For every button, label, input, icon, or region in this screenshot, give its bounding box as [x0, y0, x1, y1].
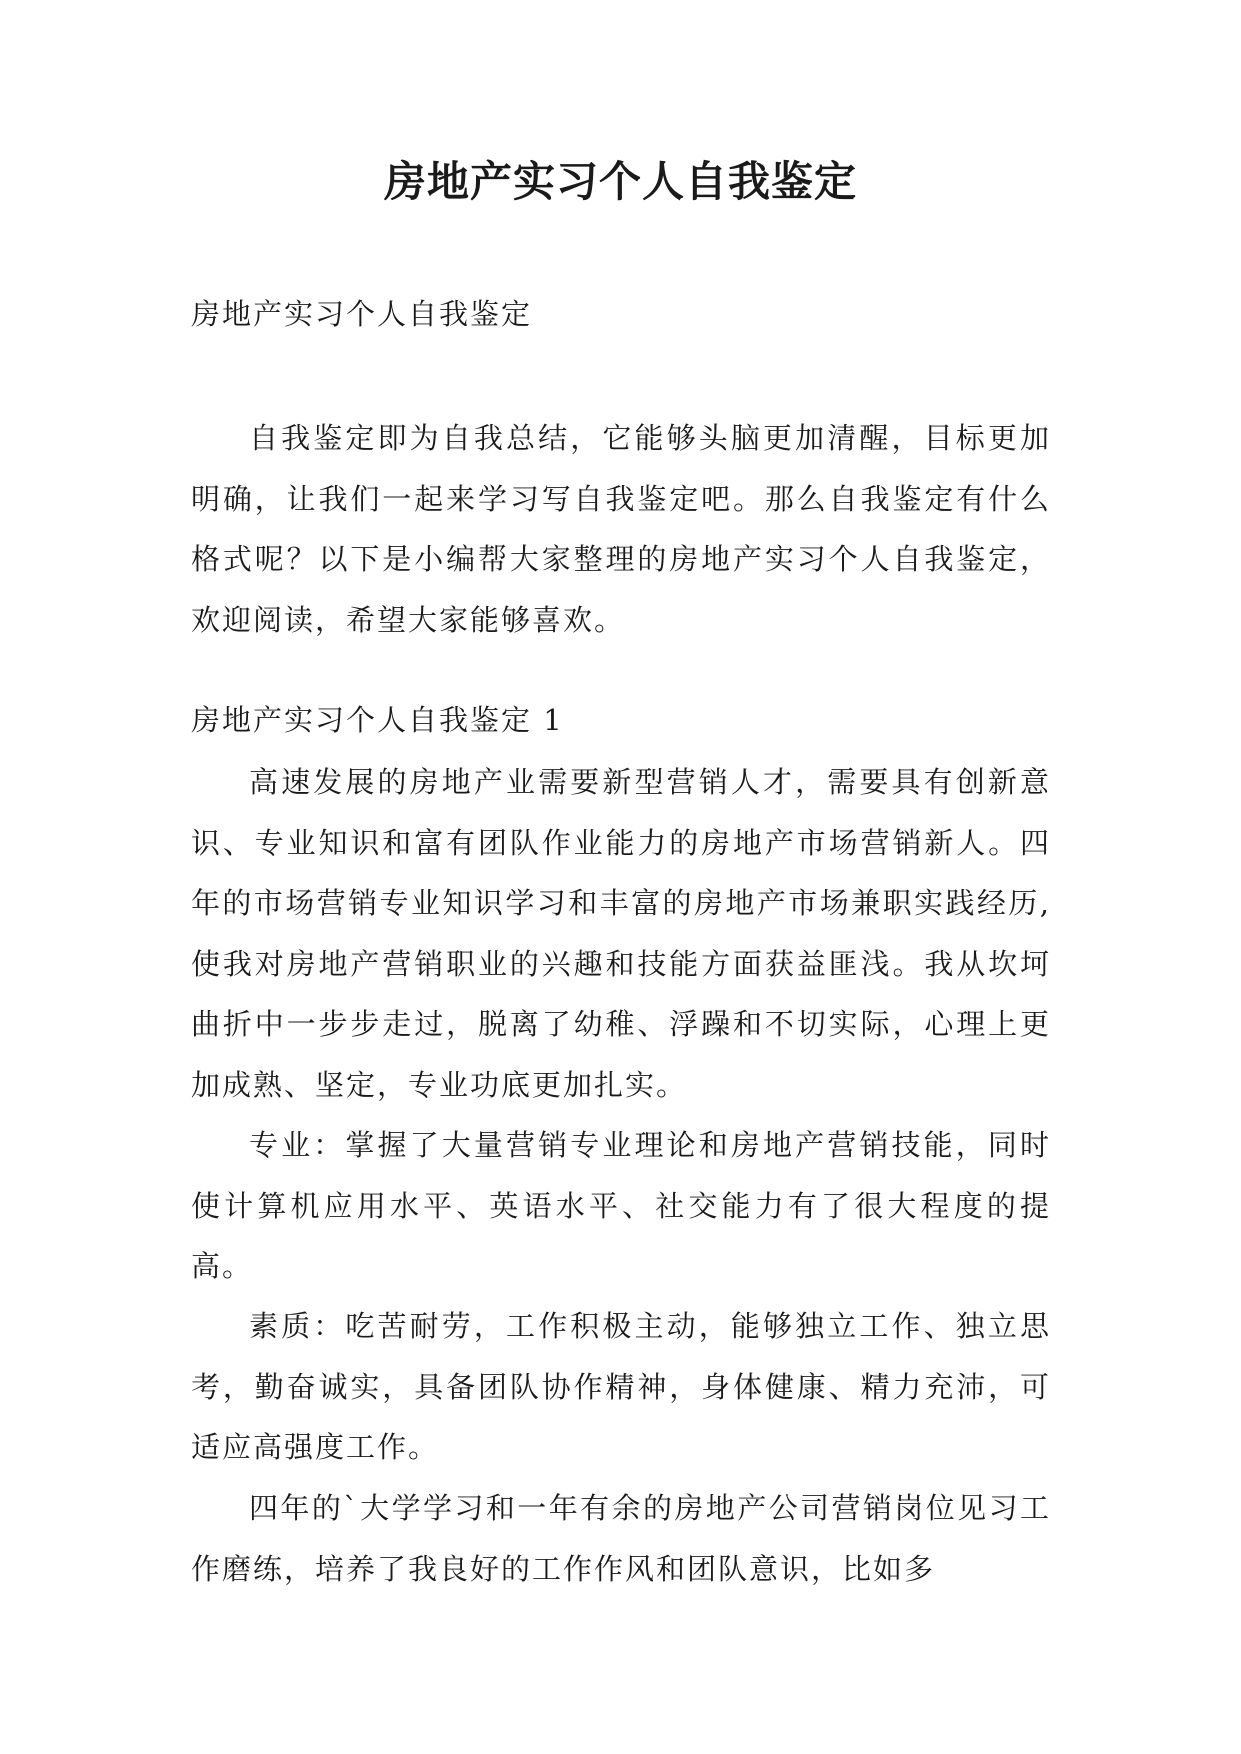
- section-heading: 房地产实习个人自我鉴定 1: [191, 703, 564, 737]
- document-title: 房地产实习个人自我鉴定: [383, 157, 857, 206]
- body-paragraph-2: 专业：掌握了大量营销专业理论和房地产营销技能，同时使计算机应用水平、英语水平、社交能力有了很大程度的提高。: [191, 1128, 1051, 1283]
- body-paragraph-3: 素质：吃苦耐劳，工作积极主动，能够独立工作、独立思考，勤奋诚实，具备团队协作精神，身体健康、精力充沛，可适应高强度工作。: [191, 1309, 1051, 1464]
- body-paragraph-4: 四年的`大学学习和一年有余的房地产公司营销岗位见习工作磨练，培养了我良好的工作作风和团队意识，比如多: [191, 1491, 1051, 1586]
- document-subtitle: 房地产实习个人自我鉴定: [191, 297, 533, 331]
- intro-paragraph: 自我鉴定即为自我总结，它能够头脑更加清醒，目标更加明确，让我们一起来学习写自我鉴定吧。那么自我鉴定有什么格式呢？以下是小编帮大家整理的房地产实习个人自我鉴定，欢迎阅读，希望大家能够喜欢。: [191, 421, 1051, 637]
- body-paragraph-1: 高速发展的房地产业需要新型营销人才，需要具有创新意识、专业知识和富有团队作业能力的房地产市场营销新人。四年的市场营销专业知识学习和丰富的房地产市场兼职实践经历,使我对房地产营销职业的兴趣和技能方面获益匪浅。我从坎坷曲折中一步步走过，脱离了幼稚、浮躁和不切实际，心理上更加成熟、坚定，专业功底更加扎实。: [191, 765, 1051, 1102]
